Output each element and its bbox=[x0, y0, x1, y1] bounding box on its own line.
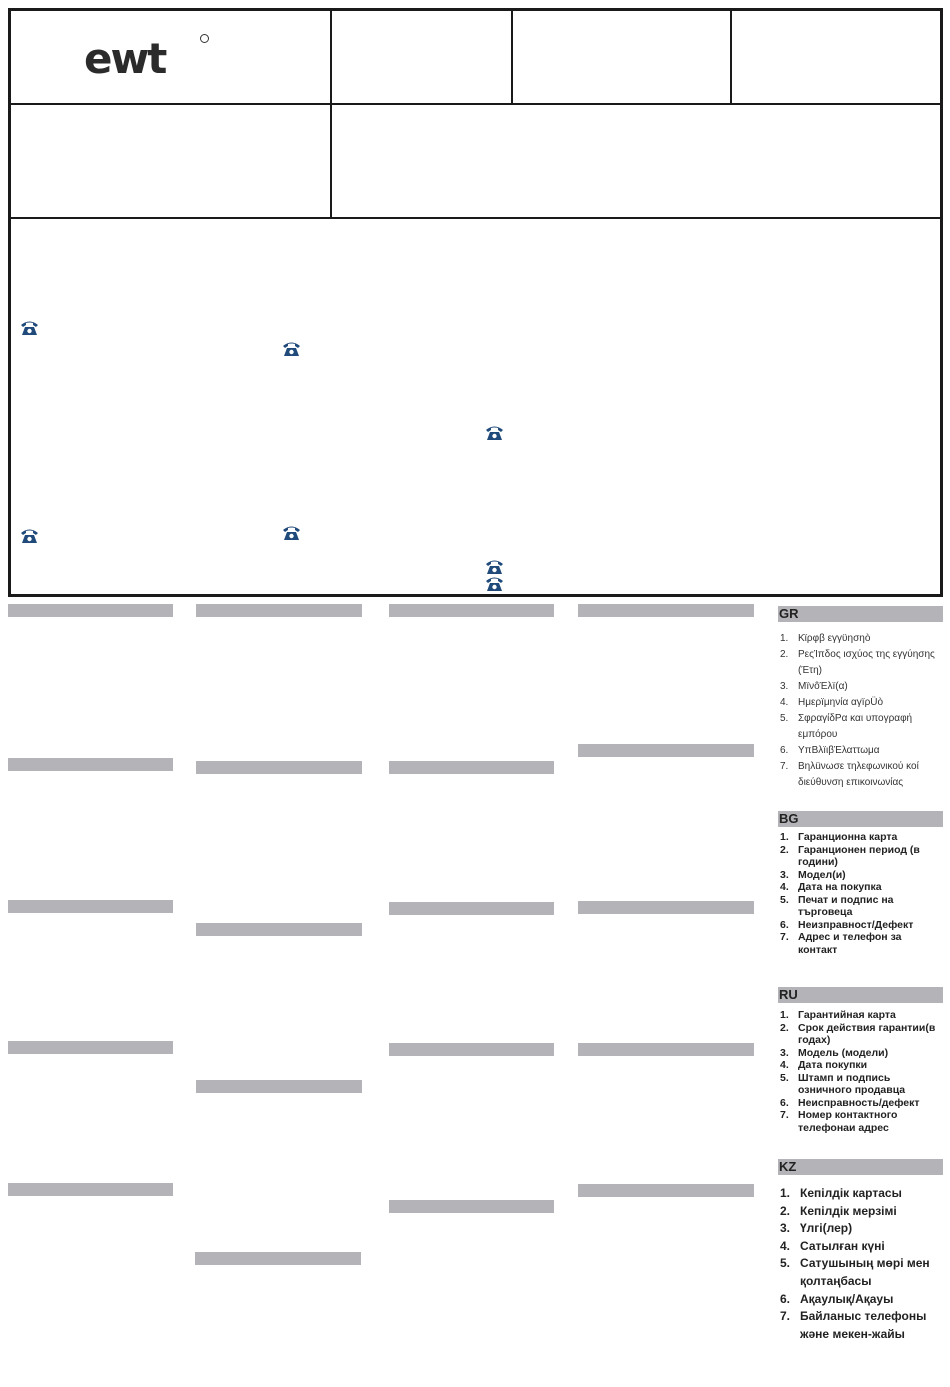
list-item: 7. Байланыс телефоны және мекен-жайы bbox=[780, 1309, 927, 1341]
section-bar bbox=[195, 1252, 361, 1265]
list-item: 2. Гаранционен период (в години) bbox=[780, 843, 920, 868]
section-bar bbox=[578, 604, 754, 617]
card-divider-3 bbox=[730, 11, 732, 104]
list-item: 3. Үлгі(лер) bbox=[780, 1221, 853, 1236]
lang-list-kz bbox=[778, 1185, 943, 1343]
list-item: 7. Адрес и телефон за контакт bbox=[780, 931, 902, 956]
list-item: 4. Ημερïμηνία αγïρÜò bbox=[780, 697, 884, 708]
list-item: 6. Неизправност/Дефект bbox=[780, 918, 914, 931]
lang-header-kz: KZ bbox=[778, 1159, 943, 1175]
list-item: 6. Неисправность/дефект bbox=[780, 1096, 920, 1109]
list-item: 1. Гаранционна карта bbox=[780, 831, 898, 843]
list-item: 6. Ақаулық/Ақауы bbox=[780, 1291, 894, 1306]
section-bar bbox=[8, 1183, 173, 1196]
card-divider-5 bbox=[11, 217, 940, 219]
lang-list-ru bbox=[778, 1009, 943, 1134]
phone-icon bbox=[282, 340, 301, 357]
section-bar bbox=[8, 900, 173, 913]
card-divider-4 bbox=[11, 103, 940, 105]
list-item: 1. Кепілдік картасы bbox=[780, 1186, 902, 1200]
lang-list-gr bbox=[778, 631, 943, 791]
section-bar bbox=[578, 744, 754, 757]
list-item: 4. Дата на покупка bbox=[780, 881, 882, 893]
lang-header-ru: RU bbox=[778, 987, 943, 1003]
list-item: 6. ΥπΒλïιβΈλαττωμα bbox=[780, 745, 880, 756]
list-item: 3. Модел(и) bbox=[780, 868, 846, 881]
section-bar bbox=[389, 1200, 554, 1213]
section-bar bbox=[389, 604, 554, 617]
logo-text: ewt bbox=[84, 34, 166, 83]
list-item: 5. Штамп и подпись озничного продавца bbox=[780, 1071, 906, 1096]
section-bar bbox=[8, 1041, 173, 1054]
ewt-logo bbox=[84, 34, 214, 86]
section-bar bbox=[196, 923, 362, 936]
section-bar bbox=[8, 758, 173, 771]
list-item: 7. Номер контактного телефонаи адрес bbox=[780, 1109, 898, 1134]
lang-list-bg bbox=[778, 831, 943, 956]
warranty-card bbox=[8, 8, 943, 597]
list-item: 1. Гарантийная карта bbox=[780, 1009, 896, 1021]
phone-icon bbox=[282, 524, 301, 541]
lang-header-gr: GR bbox=[778, 606, 943, 622]
section-bar bbox=[389, 761, 554, 774]
list-item: 3. Модель (модели) bbox=[780, 1046, 889, 1059]
phone-icon bbox=[485, 424, 504, 441]
registered-mark-icon bbox=[200, 34, 209, 43]
lang-header-bg: BG bbox=[778, 811, 943, 827]
section-bar bbox=[196, 761, 362, 774]
section-bar bbox=[389, 902, 554, 915]
list-item: 1. Κϊρφβ εγγϋησηò bbox=[780, 633, 871, 644]
lang-section-kz bbox=[778, 1159, 943, 1343]
lang-section-gr bbox=[778, 606, 943, 791]
list-item: 3. ΜïνôΈλï(α) bbox=[780, 681, 848, 692]
section-bar bbox=[389, 1043, 554, 1056]
section-bar bbox=[196, 604, 362, 617]
phone-icon bbox=[20, 319, 39, 336]
list-item: 5. Сатушының мөрі мен қолтаңбасы bbox=[780, 1256, 930, 1288]
section-bar bbox=[8, 604, 173, 617]
list-item: 4. Дата покупки bbox=[780, 1059, 868, 1071]
list-item: 2. Срок действия гарантии(в годах) bbox=[780, 1021, 936, 1046]
phone-icon bbox=[20, 527, 39, 544]
section-bar bbox=[578, 901, 754, 914]
card-divider-2 bbox=[511, 11, 513, 104]
list-item: 2. ΡεςΊπδος ισχύος της εγγύησης (Έτη) bbox=[780, 649, 935, 676]
card-divider-1 bbox=[330, 11, 332, 219]
phone-icon bbox=[485, 575, 504, 592]
lang-section-ru bbox=[778, 987, 943, 1134]
list-item: 5. Печат и подпис на търговеца bbox=[780, 893, 894, 918]
list-item: 5. ΣφραγίδΡα και υπογραφή εμπόρου bbox=[780, 713, 913, 740]
phone-icon bbox=[485, 558, 504, 575]
list-item: 4. Сатылған күні bbox=[780, 1238, 885, 1253]
section-bar bbox=[578, 1043, 754, 1056]
list-item: 7. Βηλüνωσε τηλεφωνικού κοί διεύθυνση επικοινωνίας bbox=[780, 761, 919, 788]
list-item: 2. Кепілдік мерзімі bbox=[780, 1203, 897, 1218]
section-bar bbox=[578, 1184, 754, 1197]
section-bar bbox=[196, 1080, 362, 1093]
lang-section-bg bbox=[778, 811, 943, 956]
